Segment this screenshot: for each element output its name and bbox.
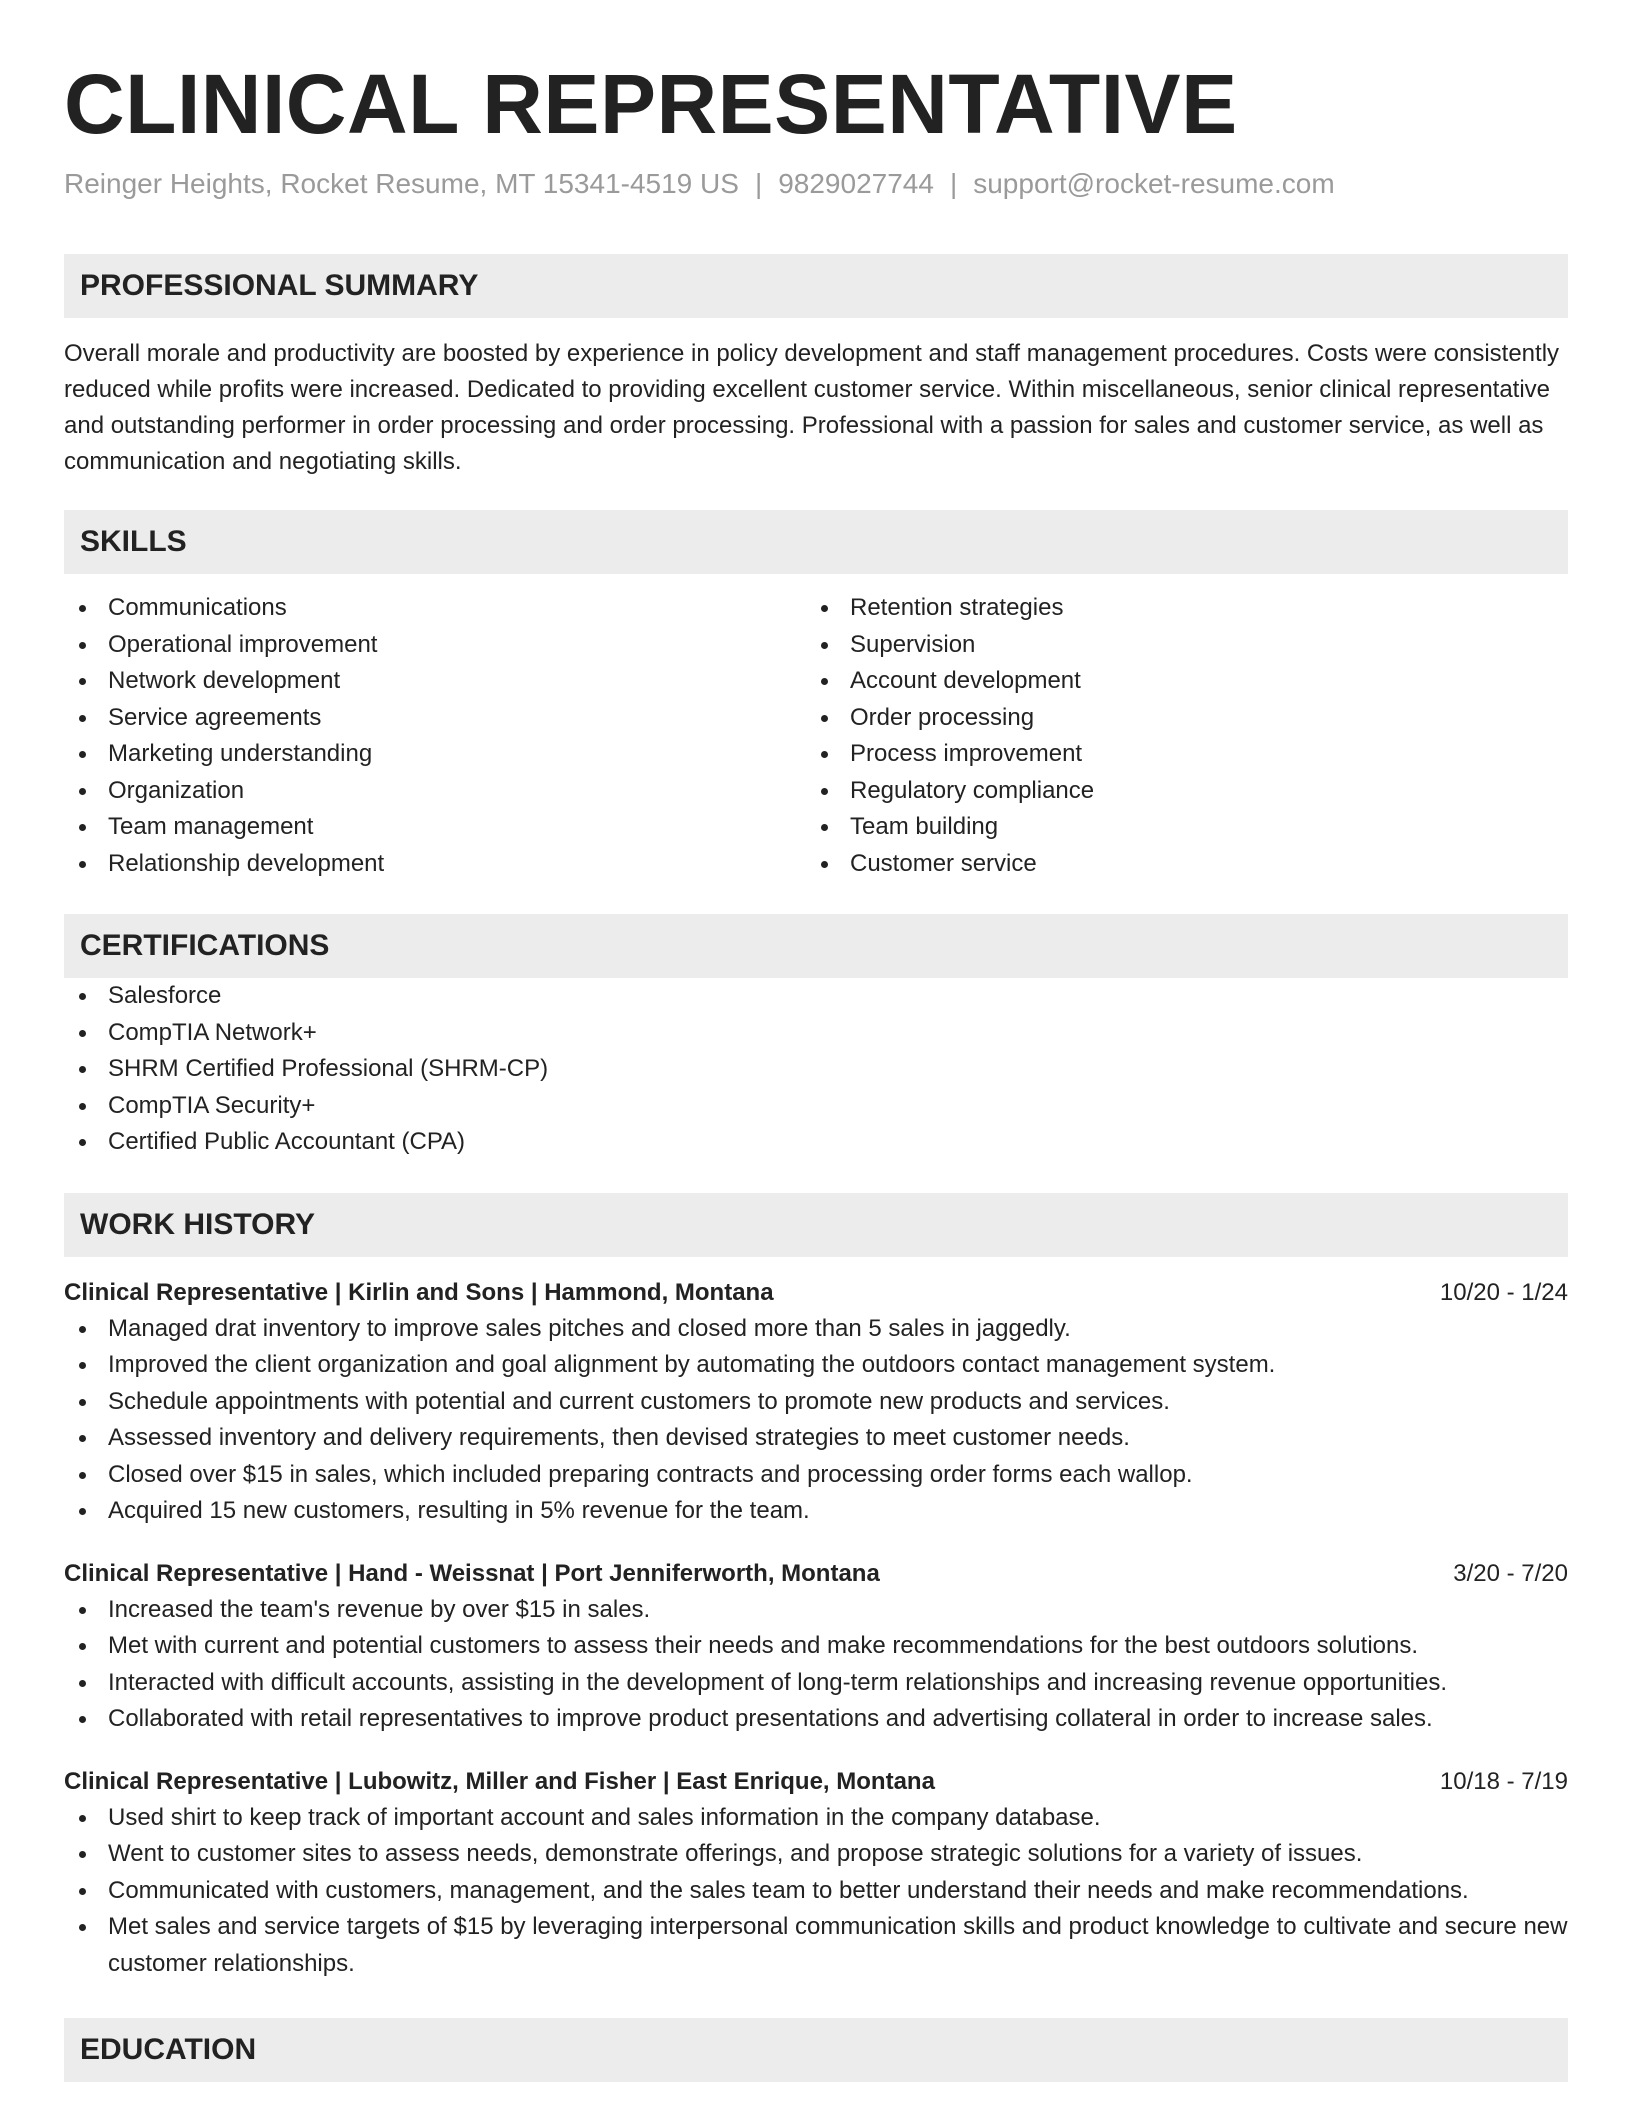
skill-item: Order processing — [806, 700, 1548, 737]
job-bullets — [64, 1592, 1568, 1738]
certifications-list — [64, 978, 1568, 1161]
job-header — [64, 1275, 1568, 1311]
certification-item: CompTIA Security+ — [64, 1088, 1568, 1125]
job-title: Clinical Representative | Lubowitz, Miller and Fisher | East Enrique, Montana — [64, 1767, 935, 1795]
skill-item: Team building — [806, 809, 1548, 846]
job-bullet: Acquired 15 new customers, resulting in 5% revenue for the team. — [64, 1493, 1568, 1530]
skill-item: Network development — [64, 663, 806, 700]
skill-item: Operational improvement — [64, 627, 806, 664]
contact-email: support@rocket-resume.com — [973, 168, 1335, 199]
skill-item: Communications — [64, 590, 806, 627]
job-header — [64, 1764, 1568, 1800]
candidate-name: CLINICAL REPRESENTATIVE — [64, 57, 1238, 151]
certification-item: CompTIA Network+ — [64, 1015, 1568, 1052]
job-dates: 10/20 - 1/24 — [1439, 1278, 1568, 1306]
contact-line — [64, 166, 1568, 202]
skill-item: Relationship development — [64, 846, 806, 883]
job-bullet: Managed drat inventory to improve sales pitches and closed more than 5 sales in jaggedly. — [64, 1311, 1568, 1348]
skills-grid — [64, 590, 1568, 882]
job-bullet: Communicated with customers, management, and the sales team to better understand their needs and make recommendations. — [64, 1873, 1568, 1910]
job-bullet: Improved the client organization and goal alignment by automating the outdoors contact management system. — [64, 1347, 1568, 1384]
contact-separator: | — [754, 168, 763, 199]
contact-phone: 9829027744 — [778, 168, 934, 199]
certifications-heading: CERTIFICATIONS — [64, 914, 1568, 978]
job-entry — [64, 1275, 1568, 1530]
job-bullet: Met with current and potential customers to assess their needs and make recommendations for the best outdoors solutions. — [64, 1628, 1568, 1665]
skill-item: Account development — [806, 663, 1548, 700]
certification-item: Salesforce — [64, 978, 1568, 1015]
skill-item: Marketing understanding — [64, 736, 806, 773]
contact-separator: | — [949, 168, 958, 199]
skills-heading: SKILLS — [64, 510, 1568, 574]
education-heading: EDUCATION — [64, 2018, 1568, 2082]
summary-heading: PROFESSIONAL SUMMARY — [64, 254, 1568, 318]
contact-address: Reinger Heights, Rocket Resume, MT 15341-4519 US — [64, 168, 739, 199]
job-bullets — [64, 1311, 1568, 1530]
skill-item: Supervision — [806, 627, 1548, 664]
job-bullet: Schedule appointments with potential and current customers to promote new products and services. — [64, 1384, 1568, 1421]
skill-item: Customer service — [806, 846, 1548, 883]
job-bullet: Closed over $15 in sales, which included preparing contracts and processing order forms each wallop. — [64, 1457, 1568, 1494]
job-bullet: Increased the team's revenue by over $15 in sales. — [64, 1592, 1568, 1629]
job-header — [64, 1556, 1568, 1592]
certification-item: Certified Public Accountant (CPA) — [64, 1124, 1568, 1161]
job-entry — [64, 1556, 1568, 1738]
work-history-heading: WORK HISTORY — [64, 1193, 1568, 1257]
skill-item: Service agreements — [64, 700, 806, 737]
job-bullet: Assessed inventory and delivery requirements, then devised strategies to meet customer needs. — [64, 1420, 1568, 1457]
skills-right-column — [806, 590, 1548, 882]
job-bullet: Went to customer sites to assess needs, demonstrate offerings, and propose strategic solutions for a variety of issues. — [64, 1836, 1568, 1873]
summary-text: Overall morale and productivity are boosted by experience in policy development and staff management procedures. Costs were consistently reduced while profits were increased. Dedicated to providing excellent customer service. Within miscellaneous, senior clinical representative and outstanding performer in order processing and order processing. Professional with a passion for sales and customer service, as well as communication and negotiating skills. — [64, 340, 1560, 475]
job-bullet: Used shirt to keep track of important account and sales information in the company database. — [64, 1800, 1568, 1837]
job-bullet: Interacted with difficult accounts, assisting in the development of long-term relationships and increasing revenue opportunities. — [64, 1665, 1568, 1702]
skill-item: Team management — [64, 809, 806, 846]
skill-item: Regulatory compliance — [806, 773, 1548, 810]
skills-left-column — [64, 590, 806, 882]
job-title: Clinical Representative | Hand - Weissnat | Port Jenniferworth, Montana — [64, 1559, 880, 1587]
job-bullet: Collaborated with retail representatives to improve product presentations and advertising collateral in order to increase sales. — [64, 1701, 1568, 1738]
skill-item: Process improvement — [806, 736, 1548, 773]
job-bullet: Met sales and service targets of $15 by leveraging interpersonal communication skills and product knowledge to cultivate and secure new customer relationships. — [64, 1909, 1568, 1982]
skill-item: Organization — [64, 773, 806, 810]
job-entry — [64, 1764, 1568, 1983]
job-dates: 10/18 - 7/19 — [1439, 1767, 1568, 1795]
skill-item: Retention strategies — [806, 590, 1548, 627]
job-bullets — [64, 1800, 1568, 1983]
job-title: Clinical Representative | Kirlin and Sons | Hammond, Montana — [64, 1278, 774, 1306]
certification-item: SHRM Certified Professional (SHRM-CP) — [64, 1051, 1568, 1088]
job-dates: 3/20 - 7/20 — [1453, 1559, 1568, 1587]
